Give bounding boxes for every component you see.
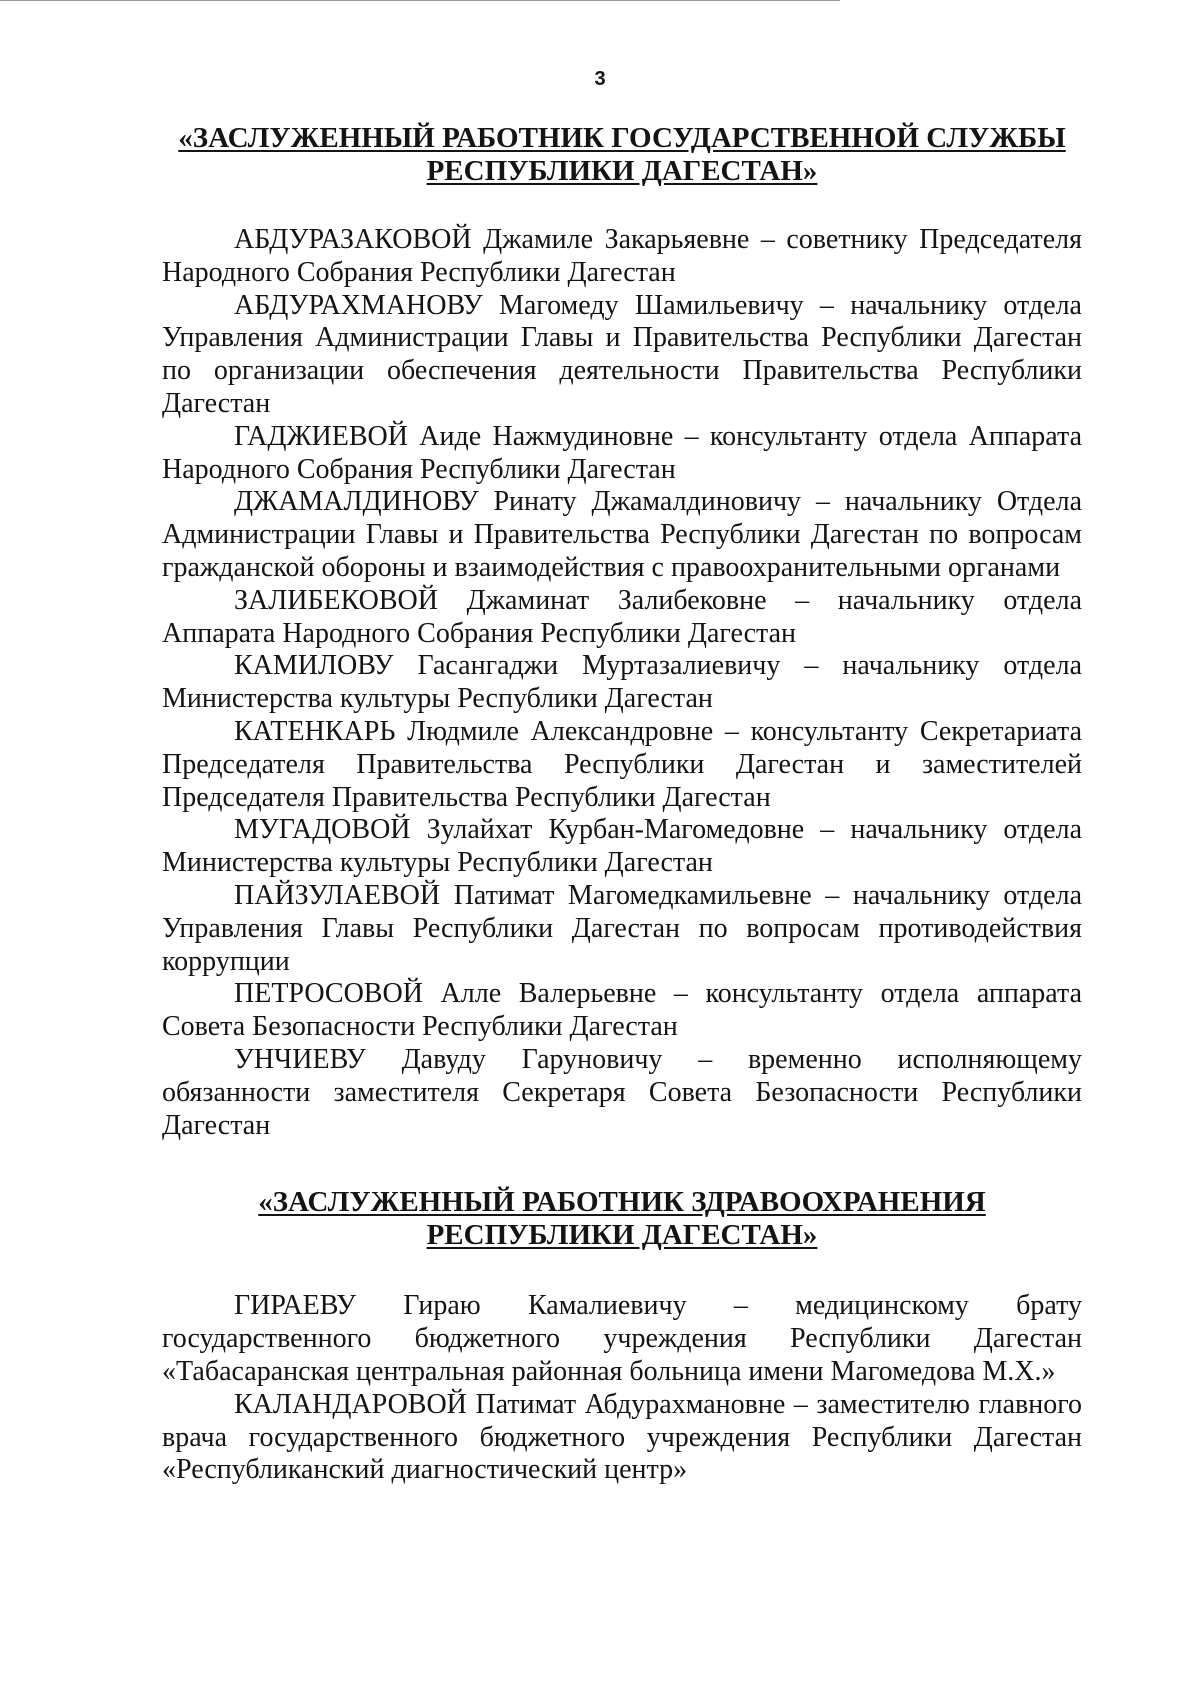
- section-title: [162, 1186, 1082, 1252]
- section-title-line: «ЗАСЛУЖЕННЫЙ РАБОТНИК ЗДРАВООХРАНЕНИЯ: [258, 1186, 986, 1219]
- section-title-line: РЕСПУБЛИКИ ДАГЕСТАН»: [426, 1219, 818, 1252]
- section-title: [162, 122, 1082, 188]
- award-entry: ГИРАЕВУ Гираю Камалиевичу – медицинскому брату государственного бюджетного учреждения Республики Дагестан «Табасаранская центральная районная больница имени Магомедова М.Х.»: [162, 1290, 1082, 1387]
- award-entry: АБДУРАХМАНОВУ Магомеду Шамильевичу – начальнику отдела Управления Администрации Главы и Правительства Республики Дагестан по организации обеспечения деятельности Правительства Республики Дагестан: [162, 289, 1082, 419]
- award-entry: ПАЙЗУЛАЕВОЙ Патимат Магомедкамильевне – начальнику отдела Управления Главы Республики Дагестан по вопросам противодействия коррупции: [162, 879, 1082, 977]
- section-title-line: РЕСПУБЛИКИ ДАГЕСТАН»: [426, 155, 818, 187]
- award-entry: УНЧИЕВУ Давуду Гаруновичу – временно исполняющему обязанности заместителя Секретаря Совета Безопасности Республики Дагестан: [162, 1043, 1082, 1141]
- award-entry: КАМИЛОВУ Гасангаджи Муртазалиевичу – начальнику отдела Министерства культуры Республики Дагестан: [162, 650, 1082, 715]
- award-entry: ПЕТРОСОВОЙ Алле Валерьевне – консультанту отдела аппарата Совета Безопасности Республики Дагестан: [162, 978, 1082, 1043]
- award-entry: КАЛАНДАРОВОЙ Патимат Абдурахмановне – заместителю главного врача государственного бюджетного учреждения Республики Дагестан «Республиканский диагностический центр»: [162, 1388, 1082, 1486]
- section-civil-service: [162, 122, 1082, 1142]
- section-title-line: «ЗАСЛУЖЕННЫЙ РАБОТНИК ГОСУДАРСТВЕННОЙ СЛУЖБЫ: [178, 122, 1066, 154]
- award-entry: КАТЕНКАРЬ Людмиле Александровне – консультанту Секретариата Председателя Правительства Республики Дагестан и заместителей Председателя Правительства Республики Дагестан: [162, 715, 1082, 813]
- document-content: [162, 122, 1082, 1487]
- section-healthcare: [162, 1186, 1082, 1487]
- scan-edge-line: [0, 0, 840, 1]
- page-number: 3: [594, 68, 606, 90]
- award-entry: ГАДЖИЕВОЙ Аиде Нажмудиновне – консультанту отдела Аппарата Народного Собрания Республики Дагестан: [162, 420, 1082, 485]
- award-entry: МУГАДОВОЙ Зулайхат Курбан-Магомедовне – начальнику отдела Министерства культуры Республики Дагестан: [162, 814, 1082, 879]
- award-entry: АБДУРАЗАКОВОЙ Джамиле Закарьяевне – советнику Председателя Народного Собрания Республики Дагестан: [162, 224, 1082, 288]
- award-entry: ДЖАМАЛДИНОВУ Ринату Джамалдиновичу – начальнику Отдела Администрации Главы и Правительства Республики Дагестан по вопросам гражданской обороны и взаимодействия с правоохранительными органами: [162, 486, 1082, 583]
- award-entry: ЗАЛИБЕКОВОЙ Джаминат Залибековне – начальнику отдела Аппарата Народного Собрания Республики Дагестан: [162, 584, 1082, 649]
